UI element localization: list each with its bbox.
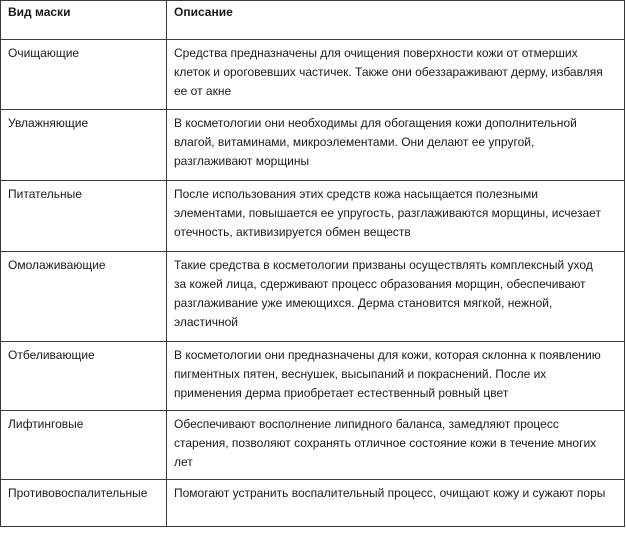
table-row [1, 181, 625, 252]
table-row [1, 411, 625, 480]
table-row [1, 342, 625, 411]
description-cell: В косметологии они необходимы для обогащения кожи дополнительной влагой, витаминами, микроэлементами. Они делают ее упругой, разглаживают морщины [167, 110, 625, 181]
column-header-mask-type: Вид маски [1, 1, 167, 40]
mask-type-cell: Противовоспалительные [1, 480, 167, 527]
table-row [1, 252, 625, 342]
description-cell: Такие средства в косметологии призваны осуществлять комплексный уход за кожей лица, сдерживают процесс образования морщин, обеспечивают разглаживание уже имеющихся. Дерма становится мягкой, нежной, эластичной [167, 252, 625, 342]
description-cell: После использования этих средств кожа насыщается полезными элементами, повышается ее упругость, разглаживаются морщины, исчезает отечность, активизируется обмен веществ [167, 181, 625, 252]
mask-type-cell: Отбеливающие [1, 342, 167, 411]
table-header-row [1, 1, 625, 40]
mask-type-cell: Очищающие [1, 40, 167, 110]
mask-type-cell: Лифтинговые [1, 411, 167, 480]
column-header-description: Описание [167, 1, 625, 40]
description-cell: Обеспечивают восполнение липидного баланса, замедляют процесс старения, позволяют сохранять отличное состояние кожи в течение многих лет [167, 411, 625, 480]
mask-type-cell: Питательные [1, 181, 167, 252]
mask-type-cell: Омолаживающие [1, 252, 167, 342]
mask-type-cell: Увлажняющие [1, 110, 167, 181]
table-row [1, 110, 625, 181]
table-row [1, 480, 625, 527]
description-cell: В косметологии они предназначены для кожи, которая склонна к появлению пигментных пятен, веснушек, высыпаний и покраснений. После их применения дерма приобретает естественный ровный цвет [167, 342, 625, 411]
description-cell: Помогают устранить воспалительный процесс, очищают кожу и сужают поры [167, 480, 625, 527]
table-row [1, 40, 625, 110]
description-cell: Средства предназначены для очищения поверхности кожи от отмерших клеток и ороговевших частичек. Также они обеззараживают дерму, избавляя ее от акне [167, 40, 625, 110]
